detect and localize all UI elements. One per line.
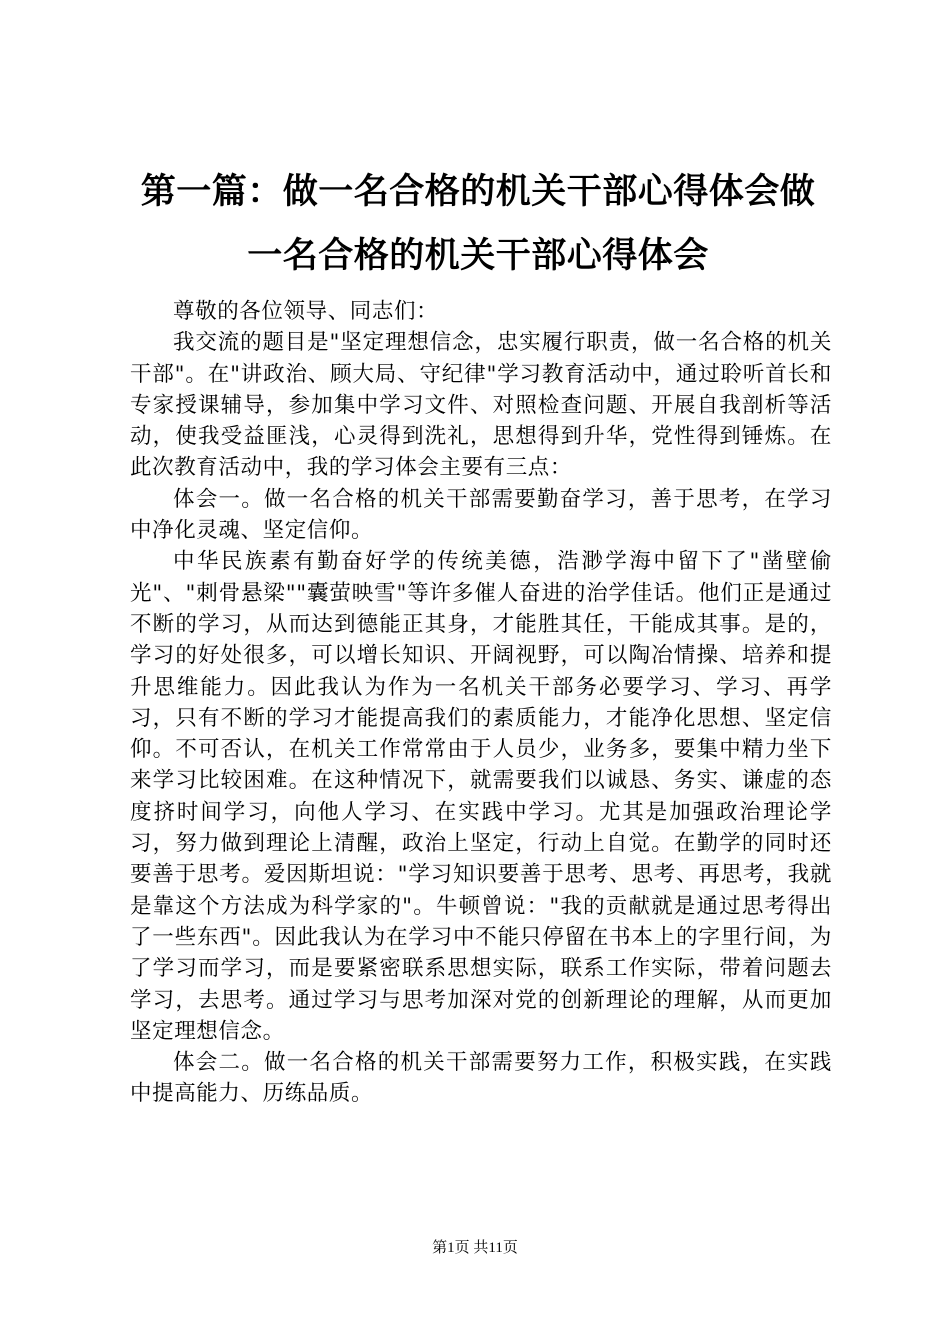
document-title: 第一篇：做一名合格的机关干部心得体会做一名合格的机关干部心得体会: [140, 172, 816, 276]
paragraph-introduction: 我交流的题目是"坚定理想信念，忠实履行职责，做一名合格的机关干部"。在"讲政治、顾大局、守纪律"学习教育活动中，通过聆听首长和专家授课辅导，参加集中学习文件、对照检查问题、开展自我剖析等活动，使我受益匪浅，心灵得到洗礼，思想得到升华，党性得到锤炼。在此次教育活动中，我的学习体会主要有三点：: [130, 330, 832, 481]
paragraph-insight-one-heading: 体会一。做一名合格的机关干部需要勤奋学习，善于思考，在学习中净化灵魂、坚定信仰。: [130, 486, 832, 544]
document-body: [130, 296, 832, 1110]
page-number-footer: 第1页 共11页: [432, 1240, 518, 1256]
paragraph-greeting: 尊敬的各位领导、同志们：: [173, 299, 439, 324]
paragraph-insight-two-heading: 体会二。做一名合格的机关干部需要努力工作，积极实践，在实践中提高能力、历练品质。: [130, 1050, 832, 1107]
paragraph-insight-one-body: 中华民族素有勤奋好学的传统美德，浩渺学海中留下了"凿壁偷光"、"刺骨悬梁""囊萤映雪"等许多催人奋进的治学佳话。他们正是通过不断的学习，从而达到德能正其身，才能胜其任，干能成其事。是的，学习的好处很多，可以增长知识、开阔视野，可以陶冶情操、培养和提升思维能力。因此我认为作为一名机关干部务必要学习、学习、再学习，只有不断的学习才能提高我们的素质能力，才能净化思想、坚定信仰。不可否认，在机关工作常常由于人员少，业务多，要集中精力坐下来学习比较困难。在这种情况下，就需要我们以诚恳、务实、谦虚的态度挤时间学习，向他人学习、在实践中学习。尤其是加强政治理论学习，努力做到理论上清醒，政治上坚定，行动上自觉。在勤学的同时还要善于思考。爱因斯坦说："学习知识要善于思考、思考、再思考，我就是靠这个方法成为科学家的"。牛顿曾说："我的贡献就是通过思考得出了一些东西"。因此我认为在学习中不能只停留在书本上的字里行间，为了学习而学习，而是要紧密联系思想实际，联系工作实际，带着问题去学习，去思考。通过学习与思考加深对党的创新理论的理解，从而更加坚定理想信念。: [130, 549, 832, 1044]
